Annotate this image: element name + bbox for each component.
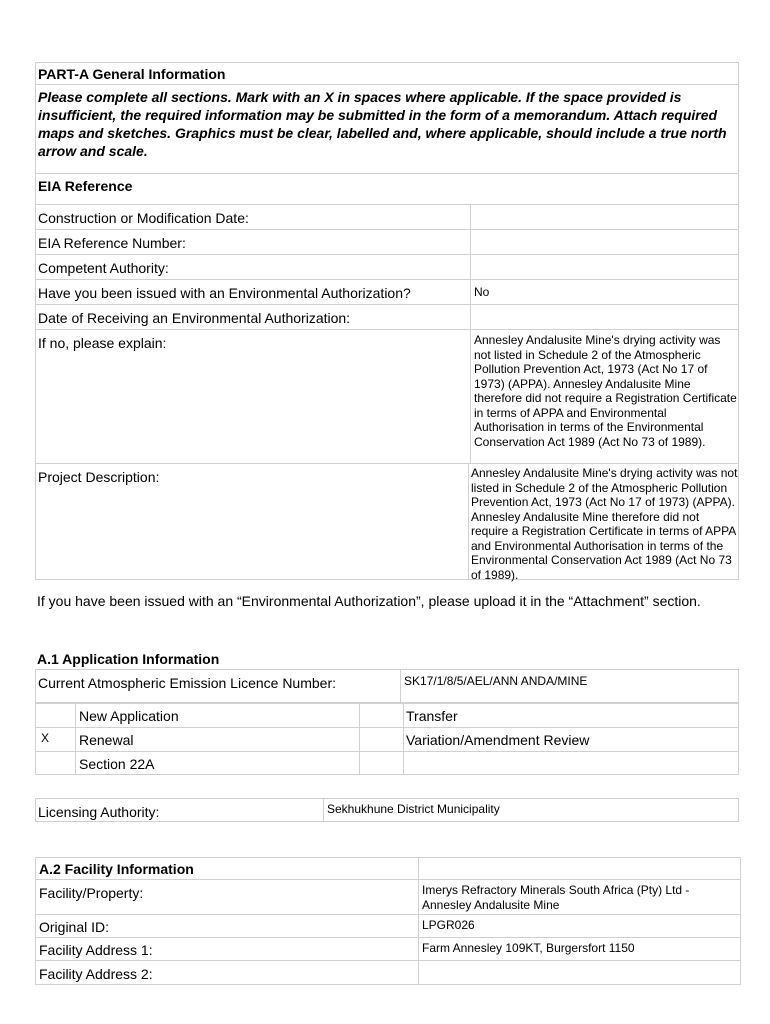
competent-authority-label: Competent Authority:: [38, 260, 169, 276]
divider: [35, 879, 741, 880]
new-application-checkbox[interactable]: [41, 708, 71, 724]
variation-amendment-checkbox[interactable]: [364, 732, 398, 748]
renewal-label: Renewal: [79, 732, 134, 748]
licensing-authority-label: Licensing Authority:: [38, 804, 160, 820]
variation-amendment-label: Variation/Amendment Review: [406, 732, 590, 748]
eia-reference-heading: EIA Reference: [38, 178, 133, 194]
divider: [35, 914, 741, 915]
if-no-explain-text[interactable]: Annesley Andalusite Mine's drying activity was not listed in Schedule 2 of the Atmospheric Pollution Prevention Act, 1973 (Act No 17 of 1973) (APPA). Annesley Andalusite Mine therefore did not require a Registration Certificate in terms of APPA and Environmental Authorisation in terms of the Environmental Conservation Act 1989 (Act No 73 of 1989).: [474, 333, 737, 449]
divider: [35, 173, 739, 174]
transfer-label: Transfer: [406, 708, 458, 724]
divider: [35, 229, 739, 230]
column-divider: [470, 204, 471, 463]
column-divider: [75, 703, 76, 775]
column-divider: [403, 703, 404, 775]
facility-address-2-label: Facility Address 2:: [39, 966, 153, 982]
environmental-authorization-value[interactable]: No: [474, 285, 490, 299]
original-id-value[interactable]: LPGR026: [422, 918, 475, 932]
divider: [35, 937, 741, 938]
part-a-title: PART-A General Information: [38, 66, 226, 82]
original-id-label: Original ID:: [39, 919, 110, 935]
divider: [35, 751, 739, 752]
renewal-checkbox[interactable]: X: [41, 731, 50, 745]
divider: [35, 960, 741, 961]
divider: [35, 463, 739, 464]
construction-date-label: Construction or Modification Date:: [38, 210, 249, 226]
section-22a-checkbox[interactable]: [41, 756, 71, 772]
facility-property-value[interactable]: Imerys Refractory Minerals South Africa (Pty) Ltd - Annesley Andalusite Mine: [422, 883, 690, 912]
divider: [35, 329, 739, 330]
project-description-label: Project Description:: [38, 469, 160, 485]
new-application-label: New Application: [79, 708, 179, 724]
facility-property-label: Facility/Property:: [39, 885, 144, 901]
divider: [35, 727, 739, 728]
environmental-authorization-label: Have you been issued with an Environmental Authorization?: [38, 285, 411, 301]
column-divider: [323, 798, 324, 822]
a1-heading: A.1 Application Information: [37, 651, 220, 667]
licence-number-value[interactable]: SK17/1/8/5/AEL/ANN ANDA/MINE: [404, 674, 588, 688]
divider: [35, 204, 739, 205]
empty-option-checkbox[interactable]: [364, 756, 398, 772]
if-no-explain-label: If no, please explain:: [38, 335, 167, 351]
facility-address-1-label: Facility Address 1:: [39, 942, 153, 958]
column-divider: [400, 669, 401, 703]
a2-heading: A.2 Facility Information: [39, 861, 194, 877]
authorization-date-label: Date of Receiving an Environmental Authorization:: [38, 310, 351, 326]
eia-reference-number-label: EIA Reference Number:: [38, 235, 186, 251]
column-divider: [418, 857, 419, 985]
transfer-checkbox[interactable]: [364, 708, 398, 724]
section-22a-label: Section 22A: [79, 756, 155, 772]
column-divider: [468, 463, 469, 580]
licence-number-label: Current Atmospheric Emission Licence Number:: [38, 675, 337, 691]
divider: [35, 279, 739, 280]
divider: [35, 304, 739, 305]
divider: [35, 254, 739, 255]
facility-address-1-value[interactable]: Farm Annesley 109KT, Burgersfort 1150: [422, 941, 635, 955]
project-description-text[interactable]: Annesley Andalusite Mine's drying activity was not listed in Schedule 2 of the Atmospheric Pollution Prevention Act, 1973 (Act No 17 of 1973) (APPA). Annesley Andalusite Mine therefore did not require a Registration Certificate in terms of APPA and Environmental Authorisation in terms of the Environmental Conservation Act 1989 (Act No 73 of 1989).: [471, 466, 738, 582]
column-divider: [359, 703, 360, 775]
licensing-authority-value[interactable]: Sekhukhune District Municipality: [327, 802, 500, 816]
part-a-instructions: Please complete all sections. Mark with an X in spaces where applicable. If the space provided is insufficient, the required information may be submitted in the form of a memorandum. Attach required maps and sketches. Graphics must be clear, labelled and, where applicable, should include a true north arrow and scale.: [38, 89, 727, 159]
upload-note: If you have been issued with an “Environmental Authorization”, please upload it in the “Attachment” section.: [37, 593, 701, 609]
divider: [35, 84, 739, 85]
